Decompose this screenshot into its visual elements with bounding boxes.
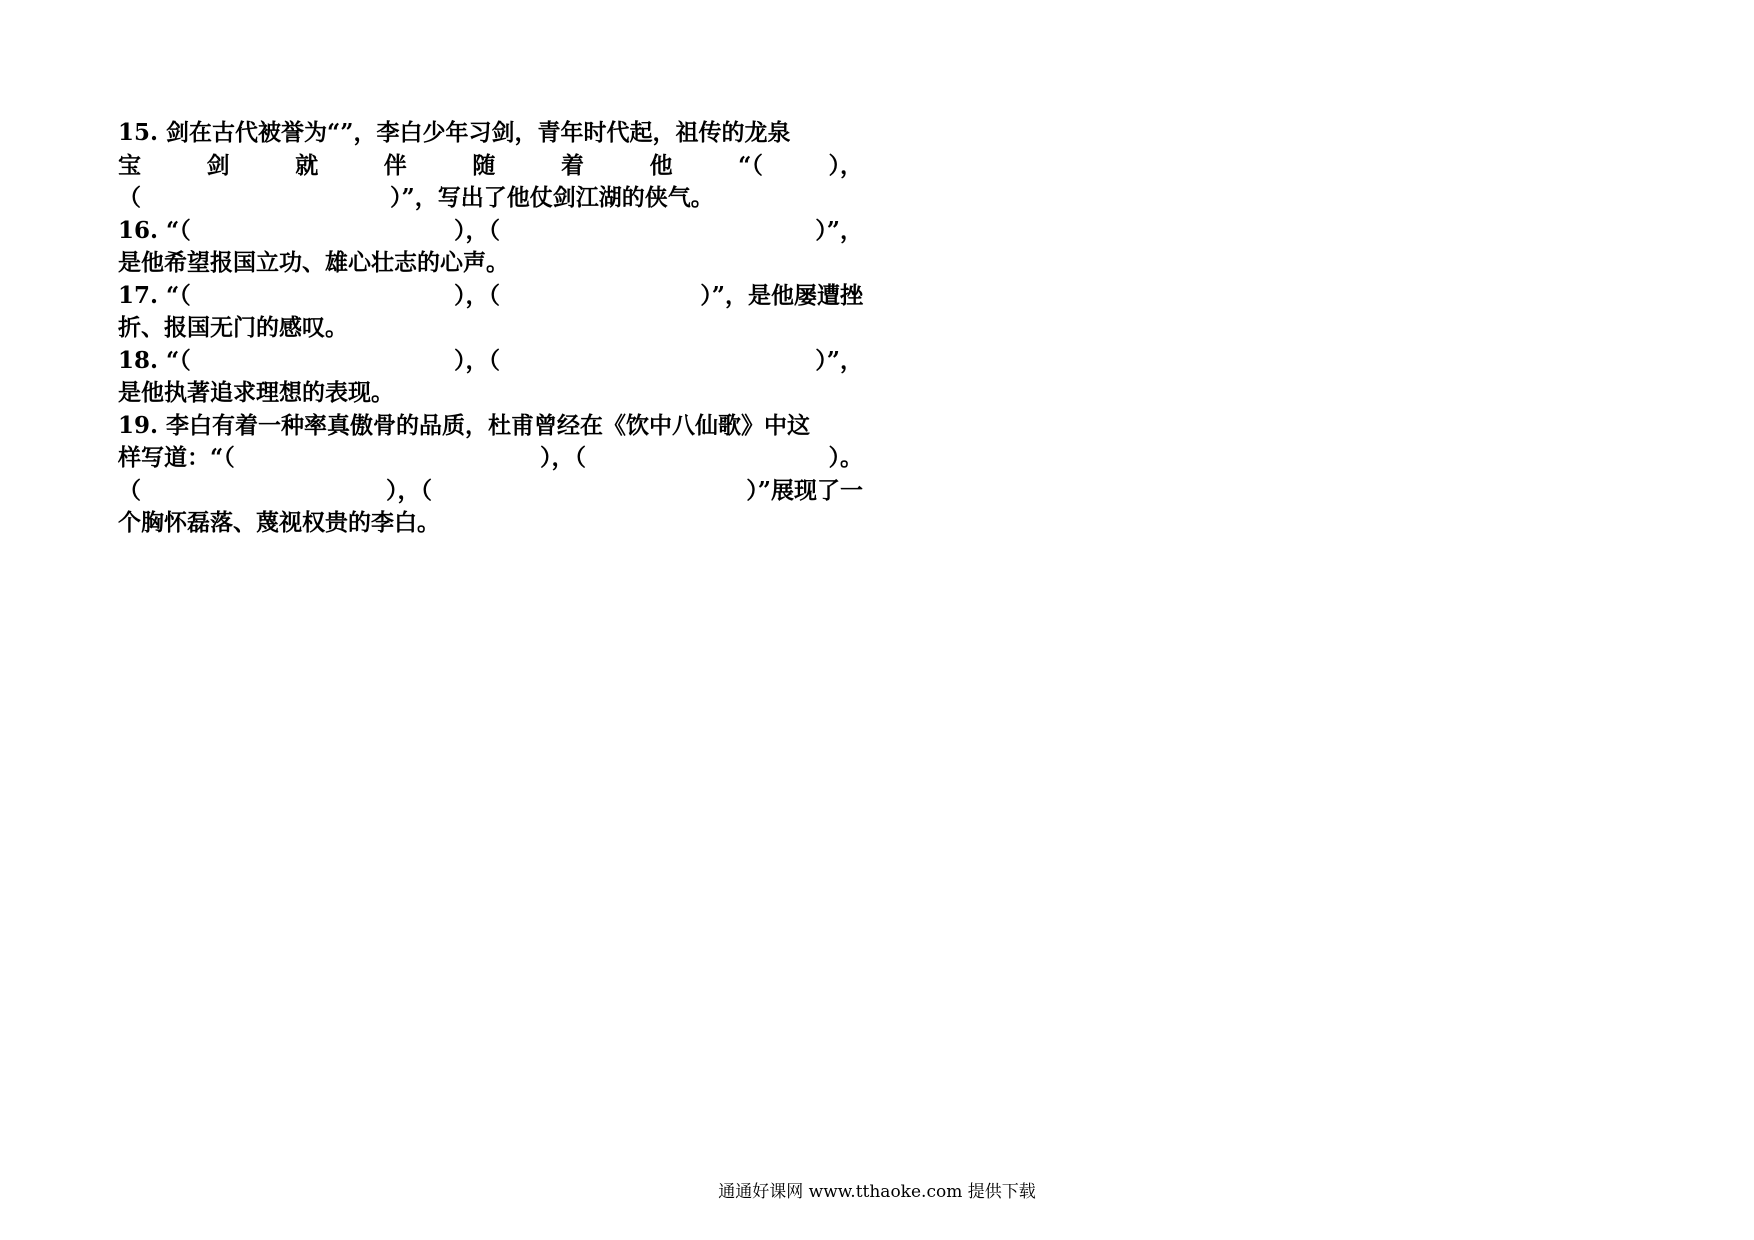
- q15-blank-close: ），: [828, 151, 863, 179]
- q18-middle: ），（: [454, 346, 500, 374]
- q19-line-4: [118, 507, 863, 540]
- q15-char: 随: [472, 151, 496, 179]
- q19-tail: ）”展现了一: [746, 476, 863, 504]
- q17-line-1: [118, 280, 863, 313]
- q16-line-2: [118, 247, 863, 280]
- q15-tail: ）”，写出了他仗剑江湖的侠气。: [390, 184, 714, 211]
- q19-middle: ），（: [540, 444, 586, 471]
- q19-text: 19. 李白有着一种率真傲骨的品质，杜甫曾经在《饮中八仙歌》中这: [118, 411, 811, 439]
- q19-closing: 个胸怀磊落、蔑视权贵的李白。: [118, 509, 440, 536]
- q17-end: ）”，是他屡遭挫: [700, 281, 863, 309]
- q15-blank-open: “（: [738, 151, 763, 179]
- q17-text: 折、报国无门的感叹。: [118, 314, 348, 341]
- q15-line-2: [118, 150, 863, 183]
- q17-line-2: [118, 312, 863, 345]
- q15-char: 他: [649, 151, 673, 179]
- q19-end: ）。: [828, 444, 863, 471]
- q16-line-1: [118, 215, 863, 248]
- q19-line-1: [118, 410, 863, 443]
- q15-line-3: [118, 182, 863, 215]
- q18-line-2: [118, 377, 863, 410]
- q17-start: 17. “（: [118, 281, 191, 309]
- q18-text: 是他执著追求理想的表现。: [118, 379, 394, 406]
- q15-line-1: [118, 117, 863, 150]
- q19-blank-open: （: [118, 476, 141, 504]
- footer-credit: 通通好课网 www.tthaoke.com 提供下载: [718, 1182, 1036, 1202]
- q16-middle: ），（: [454, 216, 500, 244]
- q15-char: 宝: [118, 151, 141, 179]
- q19-blank-middle: ），（: [386, 476, 432, 504]
- q16-start: 16. “（: [118, 216, 191, 244]
- q18-end: ）”，: [815, 346, 863, 374]
- q15-blank-open-2: （: [118, 184, 141, 211]
- q16-end: ）”，: [815, 216, 863, 244]
- q15-char: 就: [295, 151, 319, 179]
- q15-text: 15. 剑在古代被誉为“”，李白少年习剑，青年时代起，祖传的龙泉: [118, 119, 791, 146]
- q17-middle: ），（: [454, 281, 500, 309]
- q19-line-3: [118, 475, 863, 508]
- q15-char: 伴: [383, 151, 407, 179]
- q18-line-1: [118, 345, 863, 378]
- question-block: [118, 117, 863, 540]
- q15-char: 着: [560, 151, 584, 179]
- q16-text: 是他希望报国立功、雄心壮志的心声。: [118, 249, 509, 276]
- q18-start: 18. “（: [118, 346, 191, 374]
- q15-char: 剑: [206, 151, 230, 179]
- q19-line-2: [118, 442, 863, 475]
- q19-start: 样写道：“（: [118, 444, 235, 471]
